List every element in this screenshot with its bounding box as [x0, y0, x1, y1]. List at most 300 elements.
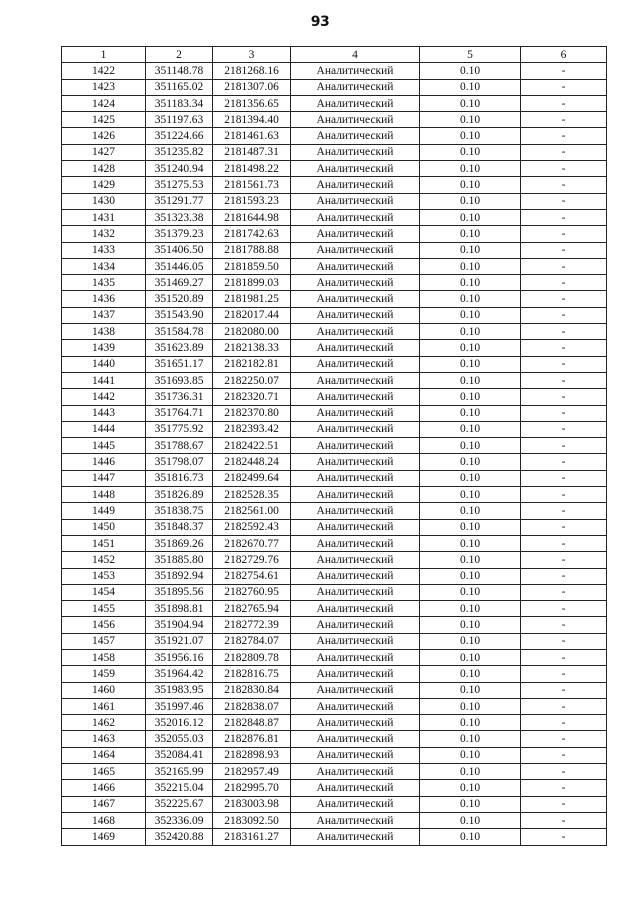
table-cell: -	[521, 258, 607, 274]
table-cell: -	[521, 568, 607, 584]
table-cell: Аналитический	[291, 128, 420, 144]
table-cell: Аналитический	[291, 682, 420, 698]
table-row	[62, 112, 607, 128]
table-cell: 2182499.64	[213, 470, 291, 486]
table-cell: 1429	[62, 177, 146, 193]
table-row	[62, 79, 607, 95]
table-cell: 0.10	[420, 470, 521, 486]
column-header: 4	[291, 47, 420, 63]
table-cell: 352016.12	[146, 715, 213, 731]
table-cell: 2182754.61	[213, 568, 291, 584]
table-cell: 2181644.98	[213, 209, 291, 225]
table-cell: -	[521, 682, 607, 698]
table-cell: 2182784.07	[213, 633, 291, 649]
table-row	[62, 356, 607, 372]
table-cell: Аналитический	[291, 372, 420, 388]
table-cell: 1467	[62, 796, 146, 812]
table-cell: Аналитический	[291, 291, 420, 307]
table-cell: 1465	[62, 764, 146, 780]
table-cell: 351240.94	[146, 161, 213, 177]
table-cell: 1457	[62, 633, 146, 649]
table-cell: -	[521, 764, 607, 780]
table-cell: 2182182.81	[213, 356, 291, 372]
table-cell: 1447	[62, 470, 146, 486]
table-cell: Аналитический	[291, 487, 420, 503]
table-cell: 2181487.31	[213, 144, 291, 160]
table-cell: -	[521, 601, 607, 617]
table-cell: 2182393.42	[213, 421, 291, 437]
table-cell: 2182670.77	[213, 535, 291, 551]
table-cell: 0.10	[420, 764, 521, 780]
table-row	[62, 177, 607, 193]
table-cell: 1436	[62, 291, 146, 307]
table-row	[62, 682, 607, 698]
table-cell: Аналитический	[291, 324, 420, 340]
table-cell: 0.10	[420, 568, 521, 584]
table-cell: 351446.05	[146, 258, 213, 274]
table-row	[62, 535, 607, 551]
table-cell: 1426	[62, 128, 146, 144]
table-cell: 2181859.50	[213, 258, 291, 274]
table-cell: Аналитический	[291, 389, 420, 405]
table-cell: -	[521, 405, 607, 421]
table-cell: 2182838.07	[213, 698, 291, 714]
table-cell: 2182772.39	[213, 617, 291, 633]
column-header: 2	[146, 47, 213, 63]
table-cell: 0.10	[420, 633, 521, 649]
table-cell: 351997.46	[146, 698, 213, 714]
table-cell: -	[521, 519, 607, 535]
table-row	[62, 715, 607, 731]
table-cell: 1461	[62, 698, 146, 714]
column-header: 3	[213, 47, 291, 63]
table-cell: 2182995.70	[213, 780, 291, 796]
table-cell: Аналитический	[291, 340, 420, 356]
table-cell: 0.10	[420, 731, 521, 747]
column-header: 1	[62, 47, 146, 63]
table-cell: 351816.73	[146, 470, 213, 486]
table-cell: 1448	[62, 487, 146, 503]
table-row	[62, 617, 607, 633]
table-cell: -	[521, 715, 607, 731]
table-cell: 1432	[62, 226, 146, 242]
table-cell: -	[521, 503, 607, 519]
table-row	[62, 144, 607, 160]
table-cell: Аналитический	[291, 649, 420, 665]
table-cell: -	[521, 552, 607, 568]
table-cell: 351693.85	[146, 372, 213, 388]
table-row	[62, 698, 607, 714]
table-cell: Аналитический	[291, 112, 420, 128]
table-cell: 1460	[62, 682, 146, 698]
table-cell: 1437	[62, 307, 146, 323]
table-cell: 1428	[62, 161, 146, 177]
table-cell: 2183003.98	[213, 796, 291, 812]
table-cell: 351235.82	[146, 144, 213, 160]
table-cell: 0.10	[420, 307, 521, 323]
table-cell: -	[521, 372, 607, 388]
table-cell: 2183092.50	[213, 812, 291, 828]
table-cell: 351788.67	[146, 438, 213, 454]
table-cell: Аналитический	[291, 226, 420, 242]
table-cell: -	[521, 731, 607, 747]
table-cell: 2182848.87	[213, 715, 291, 731]
table-row	[62, 568, 607, 584]
table-row	[62, 829, 607, 845]
table-cell: 1423	[62, 79, 146, 95]
table-cell: 351323.38	[146, 209, 213, 225]
table-cell: Аналитический	[291, 275, 420, 291]
table-cell: 351379.23	[146, 226, 213, 242]
table-cell: -	[521, 438, 607, 454]
table-cell: Аналитический	[291, 829, 420, 845]
table-cell: 1431	[62, 209, 146, 225]
table-cell: Аналитический	[291, 242, 420, 258]
table-cell: 2181981.25	[213, 291, 291, 307]
table-cell: 0.10	[420, 275, 521, 291]
table-cell: -	[521, 291, 607, 307]
table-cell: 2181394.40	[213, 112, 291, 128]
table-cell: 351736.31	[146, 389, 213, 405]
table-cell: 0.10	[420, 405, 521, 421]
table-cell: 0.10	[420, 356, 521, 372]
table-cell: Аналитический	[291, 698, 420, 714]
table-cell: 351848.37	[146, 519, 213, 535]
table-cell: 0.10	[420, 421, 521, 437]
table-cell: 0.10	[420, 617, 521, 633]
table-cell: 1441	[62, 372, 146, 388]
table-header	[62, 47, 607, 63]
table-row	[62, 193, 607, 209]
table-cell: 1435	[62, 275, 146, 291]
table-cell: 1463	[62, 731, 146, 747]
table-cell: 351623.89	[146, 340, 213, 356]
table-cell: 2182816.75	[213, 666, 291, 682]
table-cell: 1449	[62, 503, 146, 519]
table-cell: -	[521, 340, 607, 356]
table-cell: 0.10	[420, 63, 521, 79]
table-row	[62, 812, 607, 828]
table-row	[62, 161, 607, 177]
table-cell: 0.10	[420, 535, 521, 551]
column-header: 5	[420, 47, 521, 63]
table-cell: 1452	[62, 552, 146, 568]
table-cell: Аналитический	[291, 747, 420, 763]
table-cell: Аналитический	[291, 177, 420, 193]
header-row	[62, 47, 607, 63]
table-row	[62, 324, 607, 340]
table-cell: Аналитический	[291, 584, 420, 600]
table-cell: 0.10	[420, 128, 521, 144]
table-cell: -	[521, 698, 607, 714]
table-cell: -	[521, 829, 607, 845]
table-cell: 0.10	[420, 226, 521, 242]
table-row	[62, 633, 607, 649]
table-row	[62, 487, 607, 503]
table-cell: Аналитический	[291, 812, 420, 828]
table-cell: -	[521, 454, 607, 470]
table-cell: 0.10	[420, 829, 521, 845]
table-row	[62, 405, 607, 421]
table-cell: 1468	[62, 812, 146, 828]
table-cell: 351983.95	[146, 682, 213, 698]
table-cell: 351651.17	[146, 356, 213, 372]
table-cell: Аналитический	[291, 421, 420, 437]
table-cell: Аналитический	[291, 95, 420, 111]
table-cell: 2181268.16	[213, 63, 291, 79]
table-cell: 2182729.76	[213, 552, 291, 568]
table-cell: Аналитический	[291, 535, 420, 551]
table-cell: 0.10	[420, 112, 521, 128]
table-cell: -	[521, 389, 607, 405]
table-cell: 2181742.63	[213, 226, 291, 242]
table-cell: 351148.78	[146, 63, 213, 79]
table-cell: 352420.88	[146, 829, 213, 845]
table-cell: 1454	[62, 584, 146, 600]
table-cell: 1462	[62, 715, 146, 731]
table-cell: 0.10	[420, 95, 521, 111]
table-cell: -	[521, 584, 607, 600]
table-cell: 351165.02	[146, 79, 213, 95]
table-cell: 2183161.27	[213, 829, 291, 845]
table-cell: 2182898.93	[213, 747, 291, 763]
table-row	[62, 307, 607, 323]
table-cell: -	[521, 209, 607, 225]
table-cell: -	[521, 535, 607, 551]
table-cell: 0.10	[420, 601, 521, 617]
table-cell: 1469	[62, 829, 146, 845]
table-cell: 0.10	[420, 340, 521, 356]
table-cell: Аналитический	[291, 307, 420, 323]
table-cell: 0.10	[420, 177, 521, 193]
table-cell: Аналитический	[291, 470, 420, 486]
table-cell: -	[521, 487, 607, 503]
table-cell: 0.10	[420, 487, 521, 503]
table-row	[62, 601, 607, 617]
table-cell: 1455	[62, 601, 146, 617]
table-row	[62, 128, 607, 144]
table-cell: 0.10	[420, 193, 521, 209]
table-cell: 2182830.84	[213, 682, 291, 698]
table-row	[62, 372, 607, 388]
table-cell: 2182250.07	[213, 372, 291, 388]
table-cell: 2181899.03	[213, 275, 291, 291]
table-cell: -	[521, 193, 607, 209]
table-row	[62, 503, 607, 519]
table-cell: 351904.94	[146, 617, 213, 633]
table-cell: 0.10	[420, 79, 521, 95]
table-cell: 2181356.65	[213, 95, 291, 111]
table-cell: Аналитический	[291, 666, 420, 682]
table-cell: 2182422.51	[213, 438, 291, 454]
table-cell: 0.10	[420, 209, 521, 225]
table-cell: 1433	[62, 242, 146, 258]
table-row	[62, 649, 607, 665]
table-cell: 2182561.00	[213, 503, 291, 519]
table-cell: 351869.26	[146, 535, 213, 551]
table-cell: 1422	[62, 63, 146, 79]
table-cell: 1445	[62, 438, 146, 454]
table-cell: 1427	[62, 144, 146, 160]
table-cell: 352336.09	[146, 812, 213, 828]
table-cell: 351197.63	[146, 112, 213, 128]
table-cell: 0.10	[420, 389, 521, 405]
table-cell: Аналитический	[291, 633, 420, 649]
table-row	[62, 95, 607, 111]
table-cell: -	[521, 242, 607, 258]
table-cell: -	[521, 666, 607, 682]
table-cell: 0.10	[420, 780, 521, 796]
table-cell: 352165.99	[146, 764, 213, 780]
table-cell: 1439	[62, 340, 146, 356]
table-cell: 1440	[62, 356, 146, 372]
page-number: 93	[310, 14, 330, 30]
table-cell: 351921.07	[146, 633, 213, 649]
table-cell: -	[521, 421, 607, 437]
table-cell: Аналитический	[291, 144, 420, 160]
table-cell: 351956.16	[146, 649, 213, 665]
table-row	[62, 438, 607, 454]
table-cell: 2182765.94	[213, 601, 291, 617]
table-cell: 2182957.49	[213, 764, 291, 780]
table-row	[62, 226, 607, 242]
table-cell: Аналитический	[291, 552, 420, 568]
table-cell: 2182528.35	[213, 487, 291, 503]
table-row	[62, 519, 607, 535]
table-cell: 0.10	[420, 519, 521, 535]
table-row	[62, 454, 607, 470]
table-cell: 0.10	[420, 503, 521, 519]
table-cell: Аналитический	[291, 568, 420, 584]
table-cell: -	[521, 796, 607, 812]
table-cell: 0.10	[420, 698, 521, 714]
table-cell: -	[521, 144, 607, 160]
table-cell: -	[521, 633, 607, 649]
table-cell: Аналитический	[291, 193, 420, 209]
table-cell: 0.10	[420, 242, 521, 258]
table-cell: 1450	[62, 519, 146, 535]
table-cell: 0.10	[420, 584, 521, 600]
table-cell: Аналитический	[291, 617, 420, 633]
table-row	[62, 584, 607, 600]
table-row	[62, 552, 607, 568]
table-cell: 2182809.78	[213, 649, 291, 665]
coordinates-table	[61, 46, 607, 846]
table-cell: 0.10	[420, 715, 521, 731]
table-body	[62, 63, 607, 845]
table-cell: 352055.03	[146, 731, 213, 747]
table-row	[62, 209, 607, 225]
table-row	[62, 291, 607, 307]
table-row	[62, 780, 607, 796]
table-cell: -	[521, 112, 607, 128]
table-cell: Аналитический	[291, 731, 420, 747]
table-cell: 1442	[62, 389, 146, 405]
table-cell: 2181461.63	[213, 128, 291, 144]
table-cell: 1451	[62, 535, 146, 551]
table-cell: 0.10	[420, 666, 521, 682]
table-cell: 0.10	[420, 291, 521, 307]
table-cell: 2182017.44	[213, 307, 291, 323]
table-cell: 0.10	[420, 372, 521, 388]
table-cell: -	[521, 324, 607, 340]
table-cell: 351584.78	[146, 324, 213, 340]
table-cell: 351224.66	[146, 128, 213, 144]
table-cell: 1425	[62, 112, 146, 128]
table-cell: Аналитический	[291, 503, 420, 519]
table-cell: 1459	[62, 666, 146, 682]
table-cell: Аналитический	[291, 258, 420, 274]
table-cell: 1453	[62, 568, 146, 584]
table-cell: 1464	[62, 747, 146, 763]
table-cell: 0.10	[420, 454, 521, 470]
table-cell: Аналитический	[291, 601, 420, 617]
table-cell: 351764.71	[146, 405, 213, 421]
table-cell: -	[521, 812, 607, 828]
table-cell: 1456	[62, 617, 146, 633]
table-cell: 351826.89	[146, 487, 213, 503]
table-cell: -	[521, 356, 607, 372]
table-cell: -	[521, 95, 607, 111]
table-cell: 2182320.71	[213, 389, 291, 405]
table-cell: 0.10	[420, 144, 521, 160]
table-cell: 2181561.73	[213, 177, 291, 193]
table-cell: -	[521, 307, 607, 323]
table-cell: -	[521, 470, 607, 486]
table-cell: Аналитический	[291, 209, 420, 225]
table-cell: 2182448.24	[213, 454, 291, 470]
table-cell: Аналитический	[291, 454, 420, 470]
table-cell: -	[521, 128, 607, 144]
table-row	[62, 731, 607, 747]
table-cell: 1430	[62, 193, 146, 209]
table-cell: 351892.94	[146, 568, 213, 584]
table-cell: 351406.50	[146, 242, 213, 258]
table-cell: Аналитический	[291, 780, 420, 796]
table-row	[62, 63, 607, 79]
table-cell: 1458	[62, 649, 146, 665]
table-cell: -	[521, 649, 607, 665]
table-cell: 0.10	[420, 747, 521, 763]
table-cell: 2182760.95	[213, 584, 291, 600]
table-cell: 351838.75	[146, 503, 213, 519]
table-cell: 0.10	[420, 649, 521, 665]
table-cell: 351798.07	[146, 454, 213, 470]
table-cell: 352215.04	[146, 780, 213, 796]
table-cell: 0.10	[420, 161, 521, 177]
table-cell: 351898.81	[146, 601, 213, 617]
table-cell: 0.10	[420, 258, 521, 274]
table-cell: Аналитический	[291, 356, 420, 372]
table-row	[62, 666, 607, 682]
table-cell: -	[521, 79, 607, 95]
table-cell: -	[521, 177, 607, 193]
table-row	[62, 747, 607, 763]
table-cell: 2181498.22	[213, 161, 291, 177]
table-cell: -	[521, 780, 607, 796]
table-cell: 0.10	[420, 812, 521, 828]
table-cell: 2182138.33	[213, 340, 291, 356]
table-cell: 0.10	[420, 324, 521, 340]
table-cell: 351469.27	[146, 275, 213, 291]
table-row	[62, 764, 607, 780]
table-cell: 1424	[62, 95, 146, 111]
table-cell: 351543.90	[146, 307, 213, 323]
table-cell: 0.10	[420, 796, 521, 812]
table-cell: 351183.34	[146, 95, 213, 111]
table-cell: 1443	[62, 405, 146, 421]
table-cell: 351275.53	[146, 177, 213, 193]
